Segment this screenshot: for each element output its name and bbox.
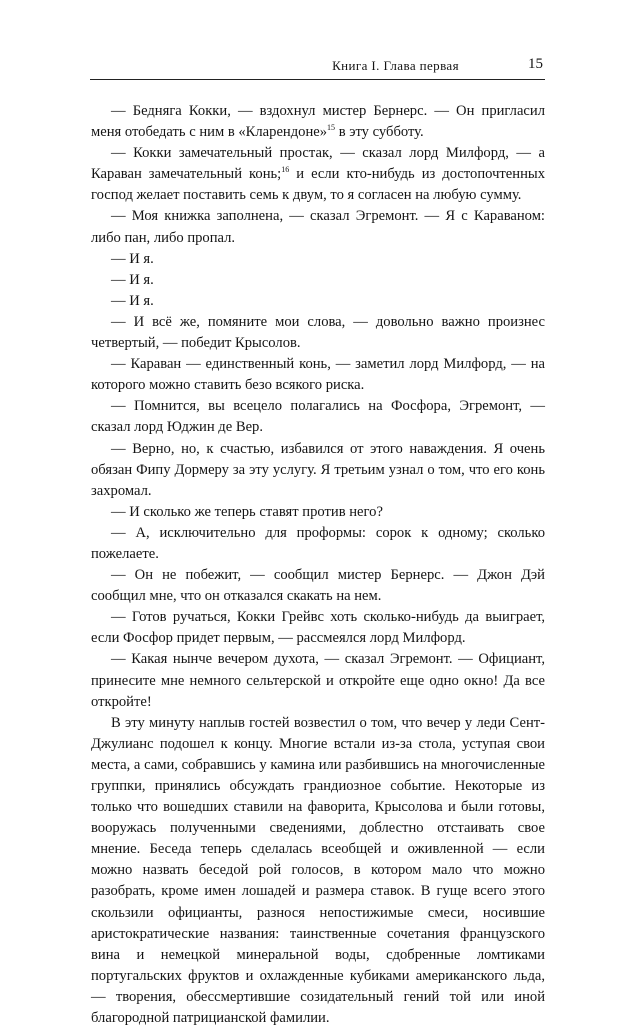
paragraph: — Верно, но, к счастью, избавился от этого наваждения. Я очень обязан Фипу Дормеру за эту услугу. Я третьим узнал о том, что его конь захромал. [91, 440, 545, 499]
running-header [90, 58, 545, 80]
footnote-marker: 15 [327, 123, 336, 133]
paragraph: — И сколько же теперь ставят против него? [111, 503, 383, 520]
paragraph: — А, исключительно для проформы: сорок к одному; сколько пожелаете. [91, 524, 545, 562]
paragraph: — И всё же, помяните мои слова, — довольно важно произнес четвертый, — победит Крысолов. [91, 313, 545, 352]
header-rule [90, 79, 545, 80]
paragraph: — Готов ручаться, Кокки Грейвс хоть сколько-нибудь да выиграет, если Фосфор придет первым, — рассмеялся лорд Милфорд. [91, 609, 545, 647]
paragraph: — И я. [111, 271, 154, 288]
paragraph: — И я. [111, 292, 154, 309]
page-number: 15 [528, 56, 543, 72]
paragraph: — Бедняга Кокки, — вздохнул мистер Бернерс. — Он пригласил меня отобедать с ним в «Кларендоне»$^{15}$ в эту субботу. [91, 103, 545, 141]
chapter-title: Книга I. Глава первая [332, 58, 459, 73]
paragraph: — Помнится, вы всецело полагались на Фосфора, Эгремонт, — сказал лорд Юджин де Вер. [91, 398, 545, 436]
paragraph: — Моя книжка заполнена, — сказал Эгремонт. — Я с Караваном: либо пан, либо пропал. [91, 208, 545, 246]
paragraph: — Кокки замечательный простак, — сказал лорд Милфорд, — а Караван замечательный конь;$^{16}$ и если кто-нибудь из достопочтенных господ желает поставить семь к двум, то я согласен на любую сумму. [91, 145, 545, 204]
paragraph: — Какая нынче вечером духота, — сказал Эгремонт. — Официант, принесите мне немного сельтерской и откройте еще одно окно! Да все откройте! [91, 651, 545, 710]
paragraph: — Он не побежит, — сообщил мистер Бернерс. — Джон Дэй сообщил мне, что он отказался скакать на нем. [91, 567, 545, 605]
footnote-marker: 16 [281, 165, 290, 175]
paragraph: — И я. [111, 250, 154, 267]
paragraph: В эту минуту наплыв гостей возвестил о том, что вечер у леди Сент-Джулианс подошел к концу. Многие встали из-за стола, уступая свои места, а сами, собравшись у камина или разбившись на многочисленные группки, принялись обсуждать грандиозное событие. Некоторые из только что вошедших ставили на фаворита, Крысолова и были готовы, вооружась полученными сведениями, доблестно отстаивать свое мнение. Беседа теперь сделалась всеобщей и оживленной — если можно назвать беседой рой голосов, в котором мало что можно разобрать, кроме имен лошадей и размера ставок. В гуще всего этого скользили официанты, разнося непостижимые смеси, носившие аристократические названия: таинственные сочетания французского вина и немецкой минеральной воды, сдобренные ломтиками португальских фруктов и охлажденные кубиками американского льда, — творения, обессмертившие созидательный гений той или иной благородной патрицианской фамилии. [91, 714, 545, 1027]
page-body [91, 101, 545, 1029]
paragraph: — Караван — единственный конь, — заметил лорд Милфорд, — на которого можно ставить безо всякого риска. [91, 356, 545, 394]
